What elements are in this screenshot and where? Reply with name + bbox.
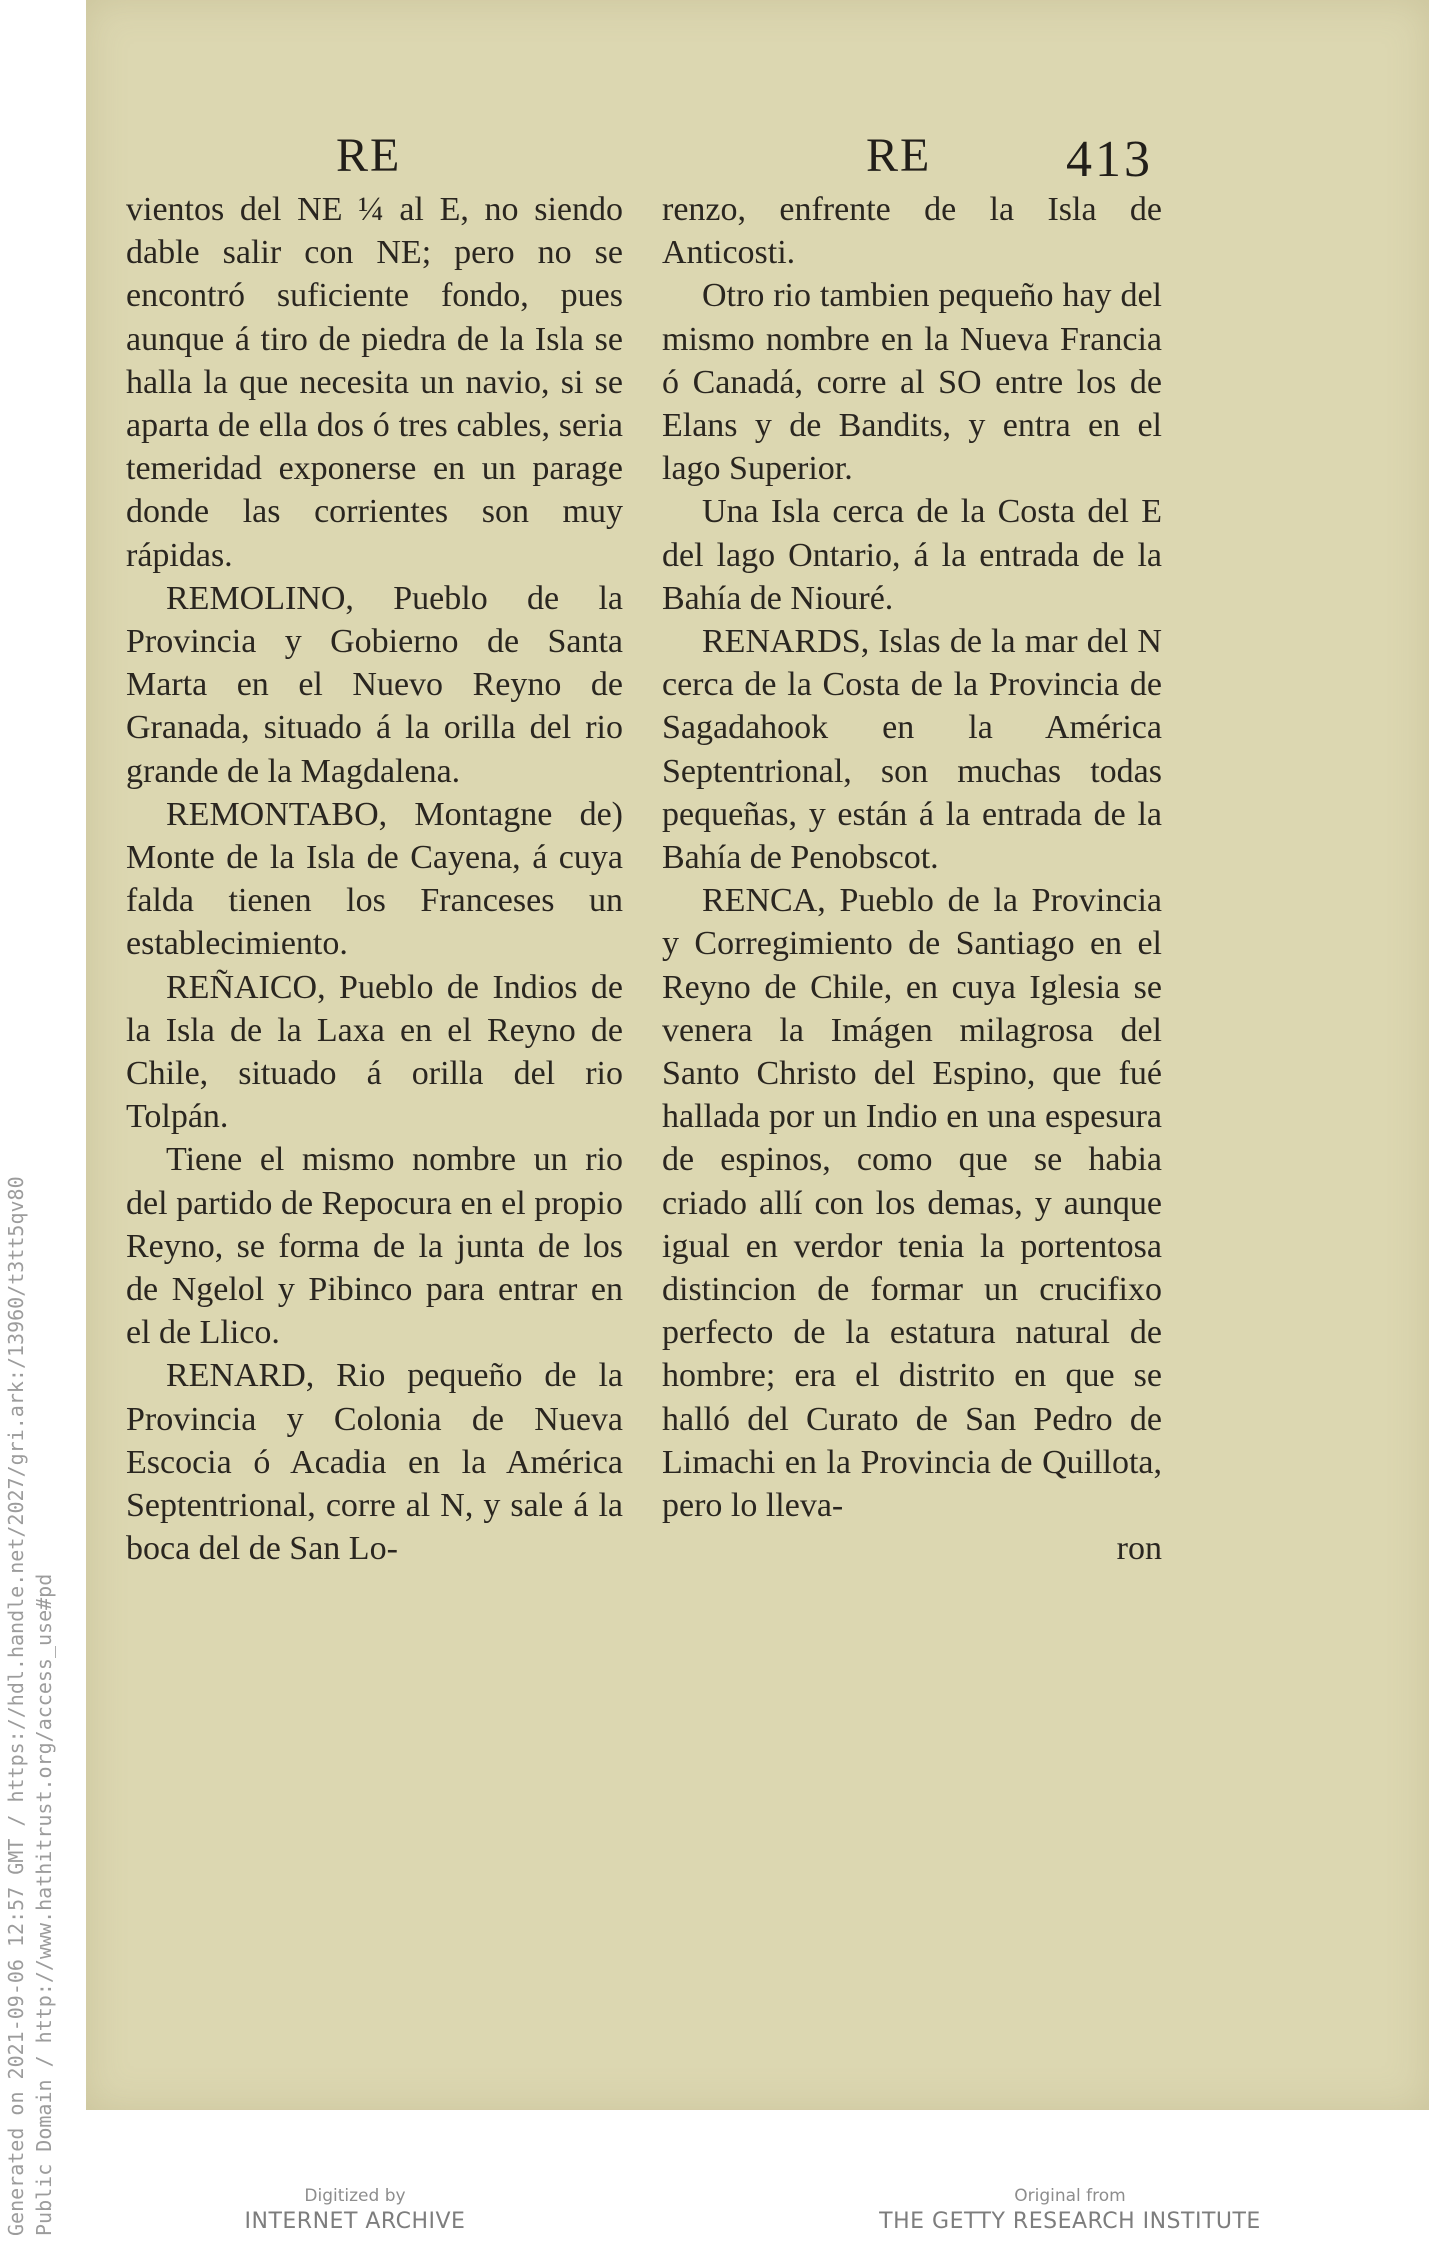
entry-renca: RENCA, Pueblo de la Provincia y Corregimiento de Santiago en el Reyno de Chile, en cuya Iglesia se venera la Imágen milagrosa del Santo Christo del Espino, que fué hallada por un Indio en una espesura de espinos, como que se habia criado allí con los demas, y aunque igual en verdor tenia la portentosa distincion de formar un crucifixo perfecto de la estatura natural de hombre; era el distrito en que se halló del Curato de San Pedro de Limachi en la Provincia de Quillota, pero lo lleva- xyxy=(662,882,1162,1525)
footer-getty-institute: THE GETTY RESEARCH INSTITUTE xyxy=(879,2209,1261,2234)
entry-remolino: REMOLINO, Pueblo de la Provincia y Gobierno de Santa Marta en el Nuevo Reyno de Granada, situado á la orilla del rio grande de la Magdalena. xyxy=(126,579,623,790)
entry-renard: RENARD, Rio pequeño de la Provincia y Colonia de Nueva Escocia ó Acadia en la América Septentrional, corre al N, y sale á la boca del de San Lo- xyxy=(126,1357,623,1568)
watermark-generated-line: Generated on 2021-09-06 12:57 GMT / https://hdl.handle.net/2027/gri.ark:/13960/t3tt5qv80 xyxy=(4,1176,28,2236)
running-head-left: RE xyxy=(336,129,402,182)
scanned-page xyxy=(86,0,1429,2110)
page-number: 413 xyxy=(1066,131,1153,188)
entry-renards: RENARDS, Islas de la mar del N cerca de la Costa de la Provincia de Sagadahook en la América Septentrional, son muchas todas pequeñas, y están á la entrada de la Bahía de Penobscot. xyxy=(662,623,1162,877)
footer-internet-archive: INTERNET ARCHIVE xyxy=(244,2209,466,2234)
left-column xyxy=(126,188,623,1571)
watermark-public-domain-line: Public Domain / http://www.hathitrust.org/access_use#pd xyxy=(32,1573,56,2236)
footer-original-from xyxy=(870,2184,1270,2236)
hathitrust-watermark xyxy=(0,0,86,2242)
footer-digitized-by xyxy=(230,2184,480,2236)
entry-renard-canada: Otro rio tambien pequeño hay del mismo nombre en la Nueva Francia ó Canadá, corre al SO entre los de Elans y de Bandits, y entra en el lago Superior. xyxy=(662,277,1162,488)
catchword: ron xyxy=(1116,1530,1162,1568)
running-head-right: RE xyxy=(866,129,932,182)
right-paragraph-continuation: renzo, enfrente de la Isla de Anticosti. xyxy=(662,191,1162,272)
entry-renard-island: Una Isla cerca de la Costa del E del lago Ontario, á la entrada de la Bahía de Niouré. xyxy=(662,493,1162,617)
entry-remontabo: REMONTABO, Montagne de) Monte de la Isla de Cayena, á cuya falda tienen los Franceses un establecimiento. xyxy=(126,795,623,963)
entry-renaico: REÑAICO, Pueblo de Indios de la Isla de la Laxa en el Reyno de Chile, situado á orilla del rio Tolpán. xyxy=(126,968,623,1136)
footer-digitized-label: Digitized by xyxy=(304,2186,406,2206)
left-paragraph-continuation: vientos del NE ¼ al E, no siendo dable salir con NE; pero no se encontró suficiente fondo, pues aunque á tiro de piedra de la Isla se halla la que necesita un navio, si se aparta de ella dos ó tres cables, seria temeridad exponerse en un parage donde las corrientes son muy rápidas. xyxy=(126,191,623,574)
footer-original-label: Original from xyxy=(1014,2186,1126,2206)
entry-renaico-river: Tiene el mismo nombre un rio del partido de Repocura en el propio Reyno, se forma de la junta de los de Ngelol y Pibinco para entrar en el de Llico. xyxy=(126,1141,623,1352)
right-column xyxy=(662,188,1162,1571)
